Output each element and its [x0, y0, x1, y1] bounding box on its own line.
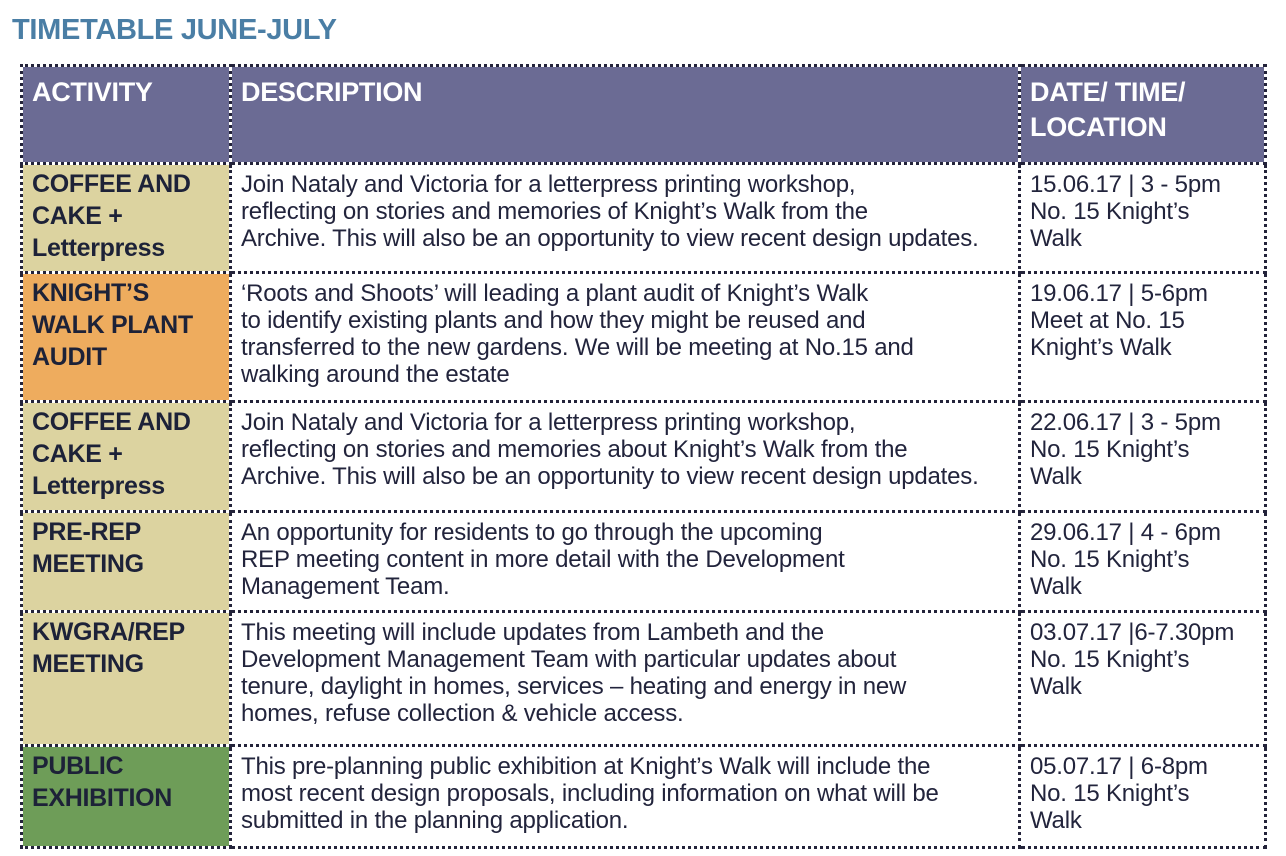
description-line: homes, refuse collection & vehicle access.: [241, 700, 684, 727]
description-line: This meeting will include updates from Lambeth and the: [241, 619, 824, 646]
description-line: Join Nataly and Victoria for a letterpress printing workshop,: [241, 171, 856, 198]
description-line: to identify existing plants and how they might be reused and: [241, 307, 866, 334]
date-time-location-cell: [1020, 612, 1266, 746]
when-line: Walk: [1030, 673, 1082, 700]
activity-cell: [22, 273, 231, 402]
description-cell: [231, 746, 1020, 848]
date-time-location-cell: [1020, 164, 1266, 273]
column-header-when-line: DATE/ TIME/: [1030, 77, 1186, 107]
description-line: An opportunity for residents to go through the upcoming: [241, 519, 823, 546]
date-time-location-cell: [1020, 402, 1266, 512]
description-line: reflecting on stories and memories about Knight’s Walk from the: [241, 436, 908, 463]
description-line: Management Team.: [241, 573, 450, 600]
activity-line: PRE-REP: [32, 518, 142, 546]
activity-cell: [22, 512, 231, 612]
date-time-location-cell: [1020, 273, 1266, 402]
when-line: 22.06.17 | 3 - 5pm: [1030, 409, 1221, 436]
table-header-row: [22, 66, 1266, 164]
when-line: No. 15 Knight’s: [1030, 646, 1190, 673]
when-line: No. 15 Knight’s: [1030, 546, 1190, 573]
table-row: [22, 273, 1266, 402]
table-row: [22, 612, 1266, 746]
description-line: reflecting on stories and memories of Knight’s Walk from the: [241, 198, 868, 225]
timetable: [20, 64, 1267, 849]
description-cell: [231, 273, 1020, 402]
when-line: No. 15 Knight’s: [1030, 436, 1190, 463]
when-line: Knight’s Walk: [1030, 334, 1172, 361]
when-line: 15.06.17 | 3 - 5pm: [1030, 171, 1221, 198]
activity-line: EXHIBITION: [32, 784, 173, 812]
activity-cell: [22, 402, 231, 512]
when-line: 19.06.17 | 5-6pm: [1030, 280, 1208, 307]
when-line: Walk: [1030, 807, 1082, 834]
when-line: Walk: [1030, 225, 1082, 252]
when-line: No. 15 Knight’s: [1030, 780, 1190, 807]
activity-line: KWGRA/REP: [32, 618, 185, 646]
description-cell: [231, 512, 1020, 612]
description-line: This pre-planning public exhibition at Knight’s Walk will include the: [241, 753, 931, 780]
when-line: 29.06.17 | 4 - 6pm: [1030, 519, 1221, 546]
when-line: Meet at No. 15: [1030, 307, 1185, 334]
description-line: walking around the estate: [241, 361, 510, 388]
activity-line: COFFEE AND: [32, 170, 191, 198]
column-header-description: DESCRIPTION: [231, 66, 1020, 164]
table-row: [22, 402, 1266, 512]
when-line: 05.07.17 | 6-8pm: [1030, 753, 1208, 780]
activity-line: Letterpress: [32, 472, 165, 500]
description-cell: [231, 612, 1020, 746]
activity-line: WALK PLANT: [32, 311, 193, 339]
activity-line: KNIGHT’S: [32, 279, 150, 307]
table-row: [22, 512, 1266, 612]
description-line: Archive. This will also be an opportunity to view recent design updates.: [241, 463, 979, 490]
when-line: Walk: [1030, 463, 1082, 490]
when-line: No. 15 Knight’s: [1030, 198, 1190, 225]
activity-line: PUBLIC: [32, 752, 124, 780]
description-cell: [231, 164, 1020, 273]
description-line: tenure, daylight in homes, services – heating and energy in new: [241, 673, 907, 700]
column-header-when-line: LOCATION: [1030, 112, 1167, 142]
description-cell: [231, 402, 1020, 512]
column-header-activity: ACTIVITY: [22, 66, 231, 164]
activity-cell: [22, 746, 231, 848]
when-line: Walk: [1030, 573, 1082, 600]
activity-cell: [22, 164, 231, 273]
description-line: ‘Roots and Shoots’ will leading a plant audit of Knight’s Walk: [241, 280, 869, 307]
activity-line: CAKE +: [32, 440, 123, 468]
table-row: [22, 746, 1266, 848]
page-title: TIMETABLE JUNE-JULY: [12, 14, 337, 46]
description-line: most recent design proposals, including information on what will be: [241, 780, 939, 807]
activity-line: COFFEE AND: [32, 408, 191, 436]
activity-cell: [22, 612, 231, 746]
when-line: 03.07.17 |6-7.30pm: [1030, 619, 1235, 646]
description-line: Development Management Team with particular updates about: [241, 646, 897, 673]
description-line: Join Nataly and Victoria for a letterpress printing workshop,: [241, 409, 856, 436]
description-line: submitted in the planning application.: [241, 807, 629, 834]
description-line: Archive. This will also be an opportunity to view recent design updates.: [241, 225, 979, 252]
description-line: REP meeting content in more detail with the Development: [241, 546, 845, 573]
activity-line: MEETING: [32, 550, 144, 578]
activity-line: Letterpress: [32, 234, 165, 262]
date-time-location-cell: [1020, 512, 1266, 612]
activity-line: CAKE +: [32, 202, 123, 230]
table-row: [22, 164, 1266, 273]
column-header-when: [1020, 66, 1266, 164]
description-line: transferred to the new gardens. We will be meeting at No.15 and: [241, 334, 914, 361]
date-time-location-cell: [1020, 746, 1266, 848]
activity-line: MEETING: [32, 650, 144, 678]
activity-line: AUDIT: [32, 343, 107, 371]
